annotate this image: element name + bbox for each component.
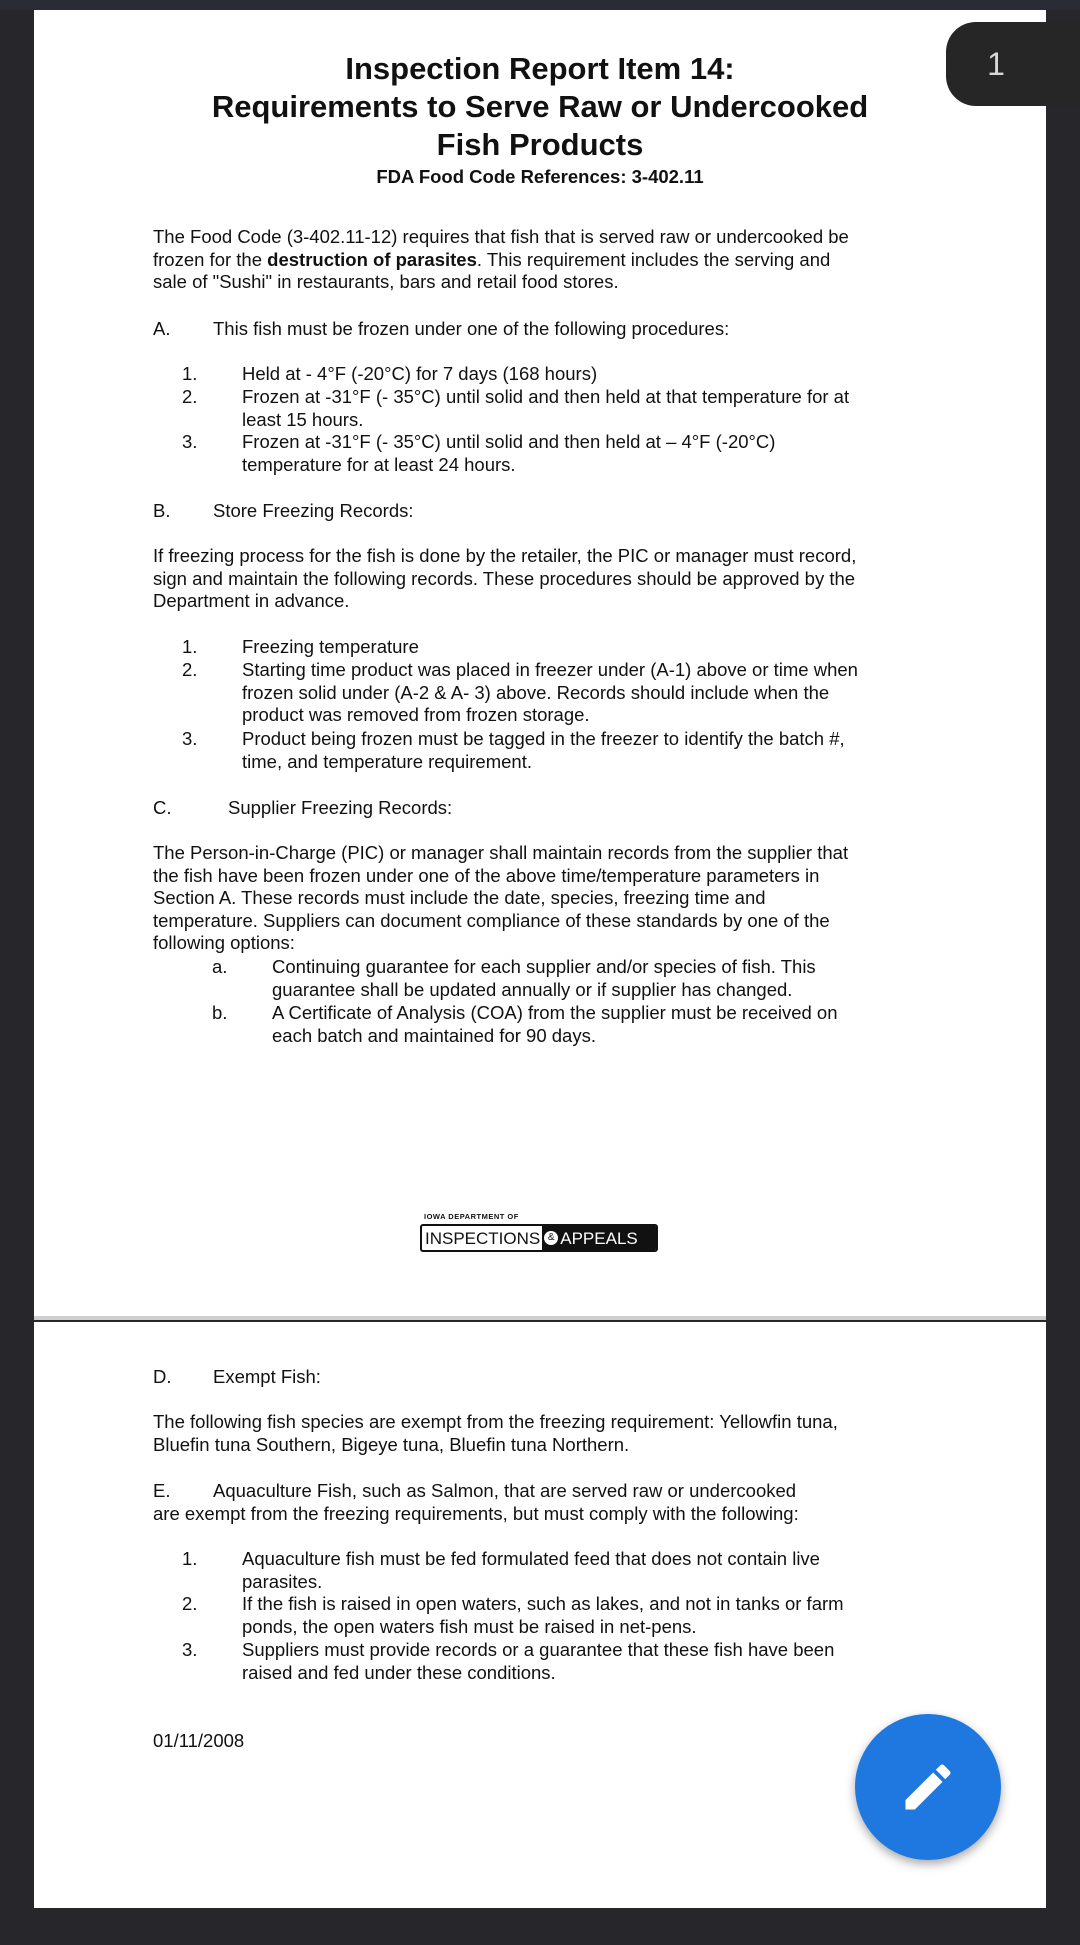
section-b-item (242, 728, 845, 773)
page-number-badge: 1 (946, 22, 1080, 106)
item-line: Starting time product was placed in freezer under (A-1) above or time when (242, 659, 858, 680)
section-a-heading: This fish must be frozen under one of the following procedures: (213, 318, 730, 339)
section-c-label: C. (153, 797, 172, 818)
logo-dark-block (542, 1226, 656, 1250)
logo-text-left: INSPECTIONS (425, 1229, 541, 1248)
item-line: each batch and maintained for 90 days. (272, 1024, 596, 1046)
intro-bold-text: destruction of parasites (267, 248, 477, 270)
item-line: Frozen at -31°F (- 35°C) until solid and then held at – 4°F (-20°C) (242, 431, 776, 452)
edit-button[interactable] (855, 1714, 1001, 1860)
section-b-item-number: 2. (182, 659, 198, 680)
paragraph-line: If freezing process for the fish is done by the retailer, the PIC or manager must record, (153, 545, 857, 566)
section-c-option-letter: b. (212, 1002, 228, 1023)
section-b-label: B. (153, 500, 171, 521)
item-line: ponds, the open waters fish must be raised in net-pens. (242, 1615, 697, 1637)
iowa-dia-logo (420, 1224, 658, 1252)
section-e-item (242, 1593, 844, 1638)
section-a-item-number: 3. (182, 431, 198, 452)
logo-caption: IOWA DEPARTMENT OF (424, 1212, 519, 1221)
item-line: Product being frozen must be tagged in the freezer to identify the batch #, (242, 728, 845, 749)
report-title-line-3: Fish Products (436, 127, 644, 162)
paragraph-line: Section A. These records must include the date, species, freezing time and (153, 887, 766, 908)
item-line: least 15 hours. (242, 408, 364, 430)
document-date: 01/11/2008 (153, 1730, 245, 1751)
bottom-bar (0, 1908, 1080, 1945)
section-a-item (242, 363, 597, 386)
report-title-line-2: Requirements to Serve Raw or Undercooked (211, 89, 869, 124)
section-a-item (242, 431, 775, 476)
section-b-item-number: 1. (182, 636, 198, 657)
intro-line-2 (153, 249, 849, 272)
paragraph-line: the fish have been frozen under one of the above time/temperature parameters in (153, 864, 820, 886)
intro-text: frozen for the (153, 248, 268, 270)
logo-text-right: APPEALS (560, 1229, 638, 1248)
item-line: guarantee shall be updated annually or if supplier has changed. (272, 978, 793, 1000)
item-line: If the fish is raised in open waters, such as lakes, and not in tanks or farm (242, 1593, 844, 1614)
top-status-strip (0, 0, 1080, 10)
section-c-heading: Supplier Freezing Records: (228, 797, 453, 818)
item-line: A Certificate of Analysis (COA) from the supplier must be received on (272, 1002, 838, 1023)
logo-ampersand: & (544, 1231, 558, 1245)
section-a-label: A. (153, 318, 171, 339)
item-line: time, and temperature requirement. (242, 750, 532, 772)
section-a-item-number: 1. (182, 363, 198, 384)
section-c-option (272, 1002, 838, 1047)
item-line: Frozen at -31°F (- 35°C) until solid and then held at that temperature for at (242, 386, 850, 407)
report-title-line-1: Inspection Report Item 14: (345, 51, 735, 86)
item-line: Held at - 4°F (-20°C) for 7 days (168 hours) (242, 363, 598, 384)
item-line: temperature for at least 24 hours. (242, 453, 516, 475)
section-b-item (242, 659, 858, 727)
page-divider (34, 1316, 1046, 1320)
item-line: Continuing guarantee for each supplier and/or species of fish. This (272, 956, 816, 977)
section-b-paragraph (153, 545, 856, 613)
section-b-item (242, 636, 419, 659)
section-b-heading: Store Freezing Records: (213, 500, 414, 521)
item-line: product was removed from frozen storage. (242, 704, 590, 725)
item-line: raised and fed under these conditions. (242, 1661, 556, 1683)
intro-paragraph (153, 226, 849, 294)
item-line: Aquaculture fish must be fed formulated feed that does not contain live (242, 1548, 820, 1569)
pencil-icon (898, 1757, 958, 1817)
paragraph-line: sign and maintain the following records. These procedures should be approved by the (153, 567, 856, 589)
intro-text: . This requirement includes the serving and (476, 248, 831, 270)
item-line: Suppliers must provide records or a guarantee that these fish have been (242, 1639, 835, 1660)
section-e-item (242, 1639, 834, 1684)
section-d-heading: Exempt Fish: (213, 1366, 321, 1387)
intro-line-3: sale of "Sushi" in restaurants, bars and retail food stores. (153, 271, 619, 292)
item-line: parasites. (242, 1570, 323, 1592)
intro-line-1: The Food Code (3-402.11-12) requires that fish that is served raw or undercooked be (153, 226, 849, 247)
section-c-option-letter: a. (212, 956, 228, 977)
section-d-label: D. (153, 1366, 172, 1387)
section-d-paragraph (153, 1411, 838, 1456)
paragraph-line: following options: (153, 932, 295, 953)
paragraph-line: Department in advance. (153, 590, 350, 611)
section-e-heading-continued: are exempt from the freezing requirements, but must comply with the following: (153, 1503, 799, 1524)
section-c-option (272, 956, 816, 1001)
section-e-heading: Aquaculture Fish, such as Salmon, that are served raw or undercooked (213, 1480, 797, 1501)
section-e-item (242, 1548, 820, 1593)
paragraph-line: The following fish species are exempt from the freezing requirement: Yellowfin tuna, (153, 1411, 838, 1432)
paragraph-line: temperature. Suppliers can document compliance of these standards by one of the (153, 909, 830, 931)
item-line: frozen solid under (A-2 & A- 3) above. Records should include when the (242, 681, 830, 703)
item-line: Freezing temperature (242, 636, 419, 657)
section-b-item-number: 3. (182, 728, 198, 749)
section-e-item-number: 1. (182, 1548, 198, 1569)
paragraph-line: Bluefin tuna Southern, Bigeye tuna, Bluefin tuna Northern. (153, 1433, 630, 1455)
section-a-item-number: 2. (182, 386, 198, 407)
fda-reference: FDA Food Code References: 3-402.11 (376, 166, 704, 187)
paragraph-line: The Person-in-Charge (PIC) or manager shall maintain records from the supplier that (153, 842, 849, 863)
section-e-label: E. (153, 1480, 171, 1501)
section-c-paragraph (153, 842, 848, 955)
section-a-item (242, 386, 849, 431)
section-e-item-number: 2. (182, 1593, 198, 1614)
section-e-item-number: 3. (182, 1639, 198, 1660)
